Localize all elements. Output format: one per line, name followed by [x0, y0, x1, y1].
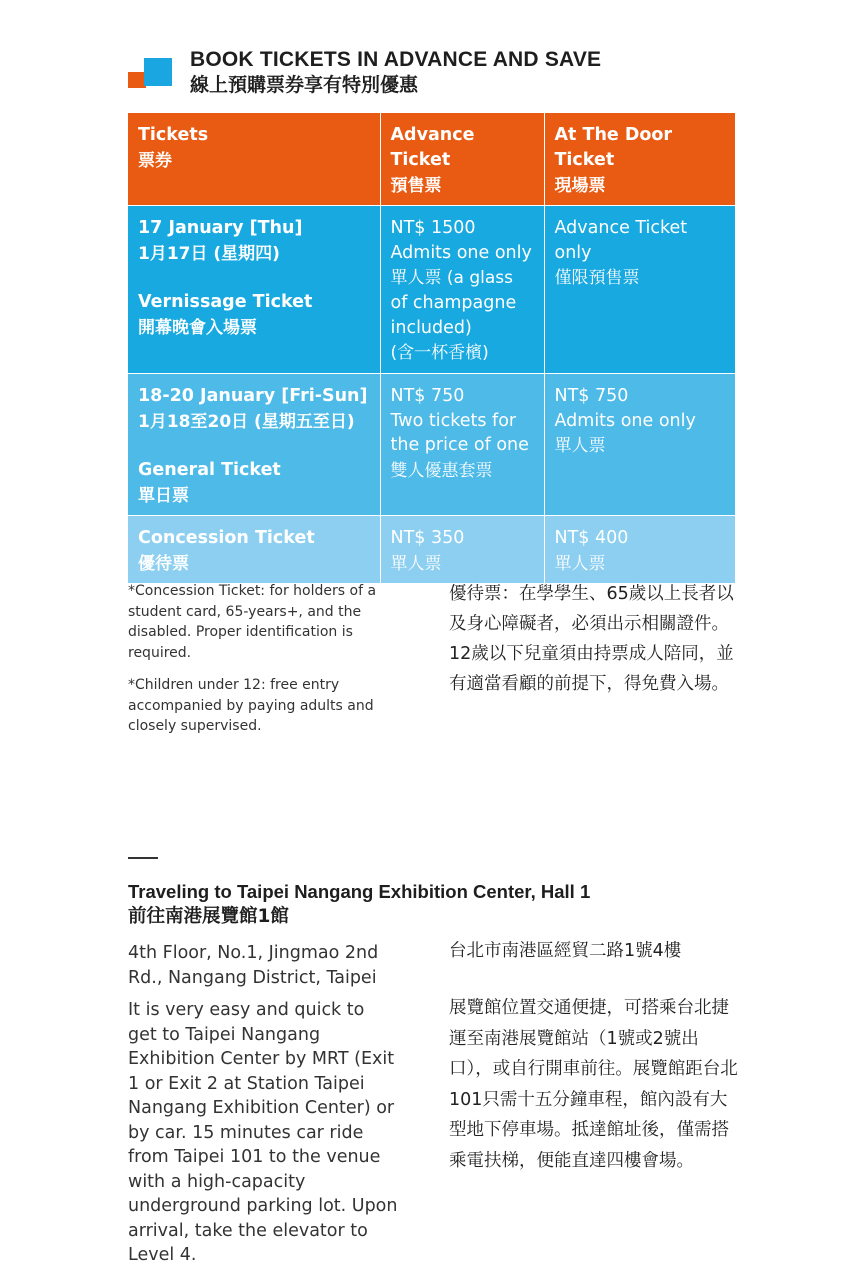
table-header-row: [128, 113, 735, 206]
cell-general-ticket: [128, 374, 380, 516]
table-row-vernissage: [128, 206, 735, 374]
header-door-en: At The Door Ticket: [554, 125, 673, 170]
door-desc-1: Advance Ticket: [554, 218, 688, 238]
travel-desc-en: It is very easy and quick to get to Taipei Nangang Exhibition Center by MRT (Exit 1 or Exit 2 at Station Taipei Nangang Exhibition Center) or by car. 15 minutes car ride from Taipei 101 to the venue with a high-capacity underground parking lot. Upon arrival, take the elevator to Level 4.: [128, 1000, 398, 1265]
section-divider: [128, 857, 158, 859]
price-desc-1: Two tickets for: [390, 410, 517, 431]
table-row-general: [128, 374, 735, 516]
price-desc-zh: 單人票 (a glass: [390, 268, 514, 288]
brand-logo: [128, 58, 172, 90]
header-advance-zh: 預售票: [390, 176, 442, 196]
notes-en: [128, 581, 383, 737]
door-desc-zh: 僅限預售票: [554, 268, 640, 288]
note-children-en: *Children under 12: free entry accompanied by paying adults and closely supervised.: [128, 677, 374, 734]
price-desc-2: the price of one: [390, 435, 529, 455]
travel-desc-zh: 展覽館位置交通便捷，可搭乘台北捷運至南港展覽館站（1號或2號出口），或自行開車前往。展覽館距台北101只需十五分鐘車程，館內設有大型地下停車場。抵達館址後，僅需搭乘電扶梯，便能直達四樓會場。: [449, 998, 738, 1171]
note-concession-en: *Concession Ticket: for holders of a student card, 65-years+, and the disabled. Proper identification is required.: [128, 583, 377, 661]
header-tickets-zh: 票券: [138, 151, 172, 171]
cell-vernissage-advance: [380, 206, 544, 374]
date-zh: 1月18至20日 (星期五至日): [138, 412, 355, 432]
price-desc-zh-2: (含一杯香檳): [390, 343, 489, 363]
date-zh: 1月17日 (星期四): [138, 244, 280, 264]
cell-concession-advance: [380, 516, 544, 584]
header-cell-advance: [380, 113, 544, 206]
door-desc-zh: 單人票: [554, 436, 606, 456]
door-desc-zh: 單人票: [554, 553, 606, 574]
cell-concession-door: [544, 516, 735, 584]
cell-concession-ticket: [128, 516, 380, 584]
cell-general-door: [544, 374, 735, 516]
header-tickets-en: Tickets: [138, 125, 209, 145]
door-price: NT$ 400: [554, 528, 629, 548]
header-advance-en: Advance Ticket: [390, 125, 475, 170]
heading-zh: 線上預購票券享有特別優惠: [190, 74, 419, 96]
travel-title-zh: 前往南港展覽館1館: [128, 906, 289, 927]
price: NT$ 750: [390, 386, 465, 406]
ticket-type-zh: 單日票: [138, 486, 189, 506]
ticket-type-zh: 優待票: [138, 554, 189, 574]
travel-title-en: Traveling to Taipei Nangang Exhibition Center, Hall 1: [128, 881, 591, 902]
door-desc-2: only: [554, 242, 592, 263]
price-desc-2: of champagne: [390, 293, 517, 313]
ticket-type-en: Concession Ticket: [138, 528, 315, 548]
ticket-type-en: Vernissage Ticket: [138, 292, 313, 312]
header-cell-door: [544, 113, 735, 206]
ticket-type-zh: 開幕晚會入場票: [138, 318, 257, 338]
header-cell-tickets: [128, 113, 380, 206]
door-price: NT$ 750: [554, 386, 629, 406]
header-door-zh: 現場票: [554, 176, 606, 196]
note-zh: 優待票：在學學生、65歲以上長者以及身心障礙者，必須出示相關證件。12歲以下兒童須由持票成人陪同，並有適當看顧的前提下，得免費入場。: [449, 584, 734, 694]
address-en: 4th Floor, No.1, Jingmao 2nd Rd., Nangang District, Taipei: [128, 943, 379, 988]
price: NT$ 1500: [390, 218, 476, 238]
price-desc-3: included): [390, 317, 472, 338]
ticket-type-en: General Ticket: [138, 460, 281, 480]
heading-en: BOOK TICKETS IN ADVANCE AND SAVE: [190, 48, 602, 71]
cell-vernissage-door: [544, 206, 735, 374]
ticket-price-table: [128, 113, 735, 583]
price-desc: Admits one only: [390, 242, 532, 263]
cell-vernissage-ticket: [128, 206, 380, 374]
section-heading: [190, 48, 601, 98]
door-desc: Admits one only: [554, 410, 696, 431]
table-row-concession: [128, 516, 735, 584]
travel-title: [128, 881, 590, 931]
address-zh: 台北市南港區經貿二路1號4樓: [449, 941, 682, 961]
logo-blue-square: [144, 58, 172, 86]
price: NT$ 350: [390, 528, 465, 548]
price-desc-zh: 單人票: [390, 553, 442, 574]
price-desc-zh: 雙人優惠套票: [390, 460, 493, 481]
date-en: 17 January [Thu]: [138, 218, 303, 238]
cell-general-advance: [380, 374, 544, 516]
date-en: 18-20 January [Fri-Sun]: [138, 386, 368, 406]
